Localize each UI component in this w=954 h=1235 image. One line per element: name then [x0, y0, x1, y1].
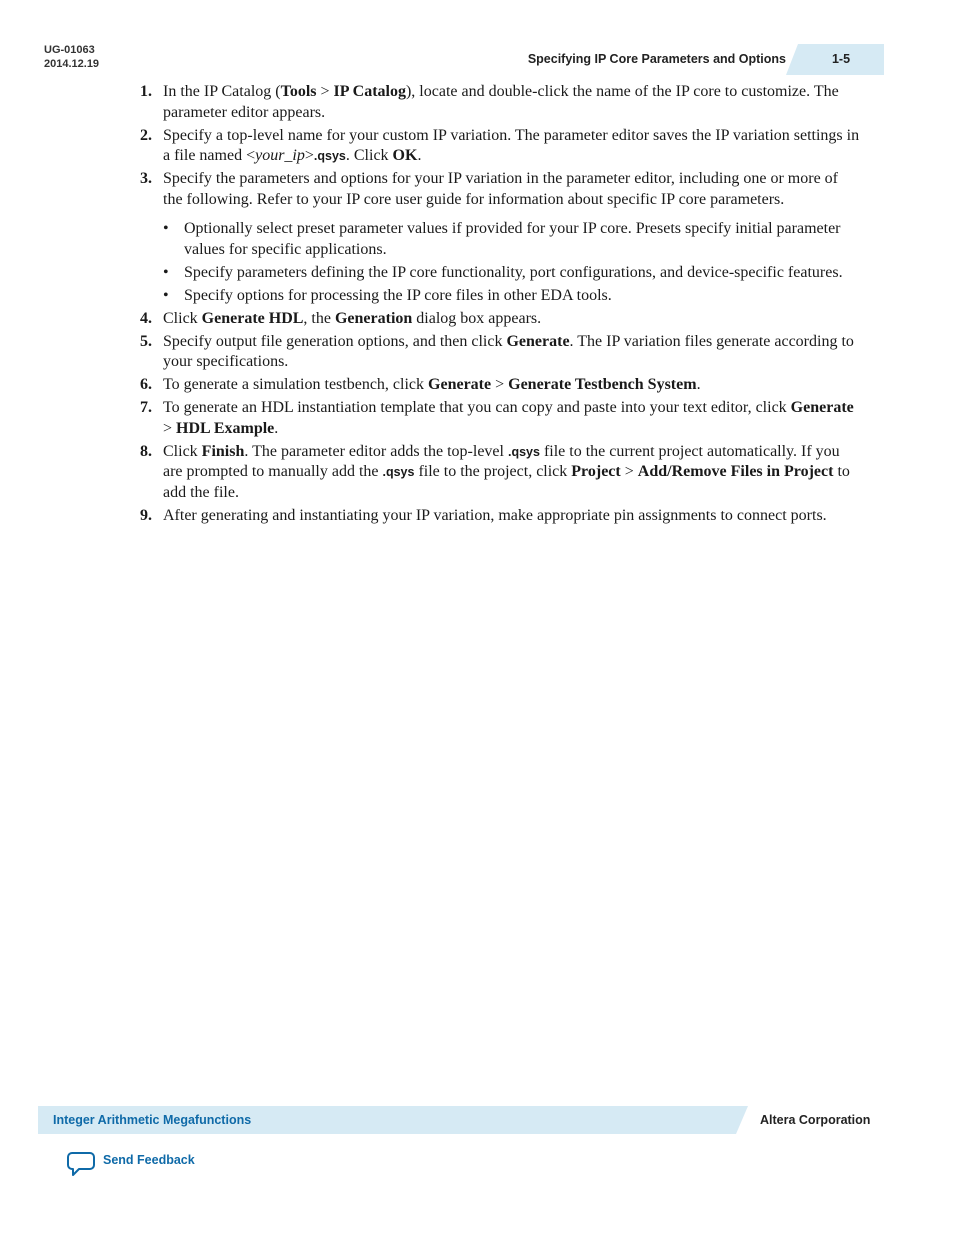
text-run: After generating and instantiating your IP variation, make appropriate pin assignments to connect ports. — [163, 506, 827, 524]
step-item — [140, 375, 860, 396]
bold-text: Generate Testbench System — [508, 376, 697, 393]
text-run: > — [316, 83, 334, 100]
text-run: > — [491, 376, 509, 393]
file-extension: .qsys — [313, 149, 346, 163]
bold-text: Add/Remove Files in Project — [637, 463, 834, 480]
text-run: file to the current project automatically. If you are prompted to manually add the — [163, 442, 840, 480]
text-run: . — [274, 419, 279, 437]
bold-text: Generate — [506, 332, 570, 350]
text-run: To generate a simulation testbench, click — [163, 376, 429, 393]
step-number: 8. — [140, 442, 152, 460]
document-date: 2014.12.19 — [44, 58, 100, 70]
bullet-list — [163, 219, 860, 306]
document-meta — [44, 43, 99, 71]
bold-text: HDL Example — [176, 419, 275, 437]
footer-band — [38, 1106, 736, 1134]
italic-text: your_ip — [255, 147, 305, 164]
procedure-steps — [140, 82, 860, 526]
page-number: 1-5 — [831, 52, 851, 66]
bullet-item — [163, 286, 860, 307]
bold-text: Generate HDL — [201, 309, 304, 327]
text-run: Click — [163, 309, 202, 327]
text-run: . The IP variation files generate according to your specifications. — [163, 332, 854, 370]
bold-text: Project — [571, 463, 621, 480]
step-number: 3. — [140, 170, 152, 187]
step-item — [140, 398, 860, 439]
text-run: > — [304, 147, 314, 164]
step-item — [140, 506, 860, 527]
text-run: Specify output file generation options, and then click — [163, 332, 507, 350]
file-extension: .qsys — [382, 465, 415, 479]
text-run: ), locate and double-click the name of the IP core to customize. The parameter editor appears. — [163, 83, 839, 121]
step-item — [140, 332, 860, 373]
step-text — [163, 127, 859, 165]
step-text — [163, 333, 854, 371]
bullet-icon: • — [163, 220, 169, 237]
text-run: Specify the parameters and options for your IP variation in the parameter editor, including one or more of the following. Refer to your IP core user guide for information about specific IP core parameters. — [163, 170, 838, 208]
text-run: dialog box appears. — [412, 309, 542, 327]
text-run: Specify options for processing the IP core files in other EDA tools. — [184, 286, 612, 304]
footer-company: Altera Corporation — [760, 1113, 871, 1127]
step-item — [140, 169, 860, 306]
text-run: . Click — [345, 147, 393, 164]
step-text — [163, 399, 854, 437]
text-run: , the — [303, 309, 335, 327]
page-number-tab — [798, 44, 884, 75]
text-run: > — [163, 419, 177, 437]
speech-bubble-icon[interactable] — [66, 1151, 96, 1177]
step-number: 2. — [140, 126, 152, 144]
step-item — [140, 442, 860, 504]
text-run: . — [417, 147, 422, 164]
text-run: Specify parameters defining the IP core functionality, port configurations, and device-specific features. — [184, 263, 843, 281]
step-text — [163, 83, 839, 121]
step-number: 7. — [140, 399, 152, 416]
bold-text: OK — [392, 147, 418, 164]
text-run: To generate an HDL instantiation template that you can copy and paste into your text editor, click — [163, 399, 791, 416]
step-text — [163, 507, 827, 524]
document-id: UG-01063 — [44, 44, 95, 56]
bullet-icon: • — [163, 263, 169, 281]
footer-document-title: Integer Arithmetic Megafunctions — [53, 1113, 252, 1127]
bullet-text — [184, 220, 841, 258]
text-run: Optionally select preset parameter values if provided for your IP core. Presets specify initial parameter values for specific applications. — [184, 220, 841, 258]
step-number: 5. — [140, 332, 152, 350]
step-number: 4. — [140, 309, 152, 327]
bold-text: Finish — [201, 442, 245, 460]
text-run: > — [620, 463, 638, 480]
bold-text: Generate — [428, 376, 492, 393]
text-run: file to the project, click — [414, 463, 572, 480]
text-run: . The parameter editor adds the top-level — [244, 442, 508, 460]
send-feedback-link[interactable]: Send Feedback — [103, 1153, 195, 1167]
text-run: In the IP Catalog ( — [163, 83, 281, 100]
step-number: 1. — [140, 83, 152, 100]
text-run: Click — [163, 442, 202, 460]
bold-text: IP Catalog — [333, 83, 406, 100]
bullet-item — [163, 263, 860, 284]
step-text — [163, 376, 701, 393]
step-item — [140, 126, 860, 167]
bold-text: Tools — [280, 83, 317, 100]
step-item — [140, 82, 860, 123]
procedure-body — [140, 82, 860, 529]
bullet-text — [184, 264, 843, 281]
step-item — [140, 309, 860, 330]
text-run: . — [696, 376, 701, 393]
text-run: to add the file. — [163, 463, 850, 501]
section-title: Specifying IP Core Parameters and Options — [527, 52, 786, 66]
bullet-item — [163, 219, 860, 260]
step-text — [163, 310, 541, 327]
step-number: 6. — [140, 376, 152, 393]
bold-text: Generation — [334, 309, 413, 327]
step-text — [163, 443, 850, 501]
file-extension: .qsys — [507, 444, 540, 459]
bullet-text — [184, 287, 612, 304]
bullet-icon: • — [163, 286, 169, 304]
bold-text: Generate — [790, 399, 854, 416]
text-run: Specify a top-level name for your custom IP variation. The parameter editor saves the IP variation settings in a file named < — [163, 126, 860, 164]
step-text — [163, 170, 838, 208]
step-number: 9. — [140, 506, 152, 524]
